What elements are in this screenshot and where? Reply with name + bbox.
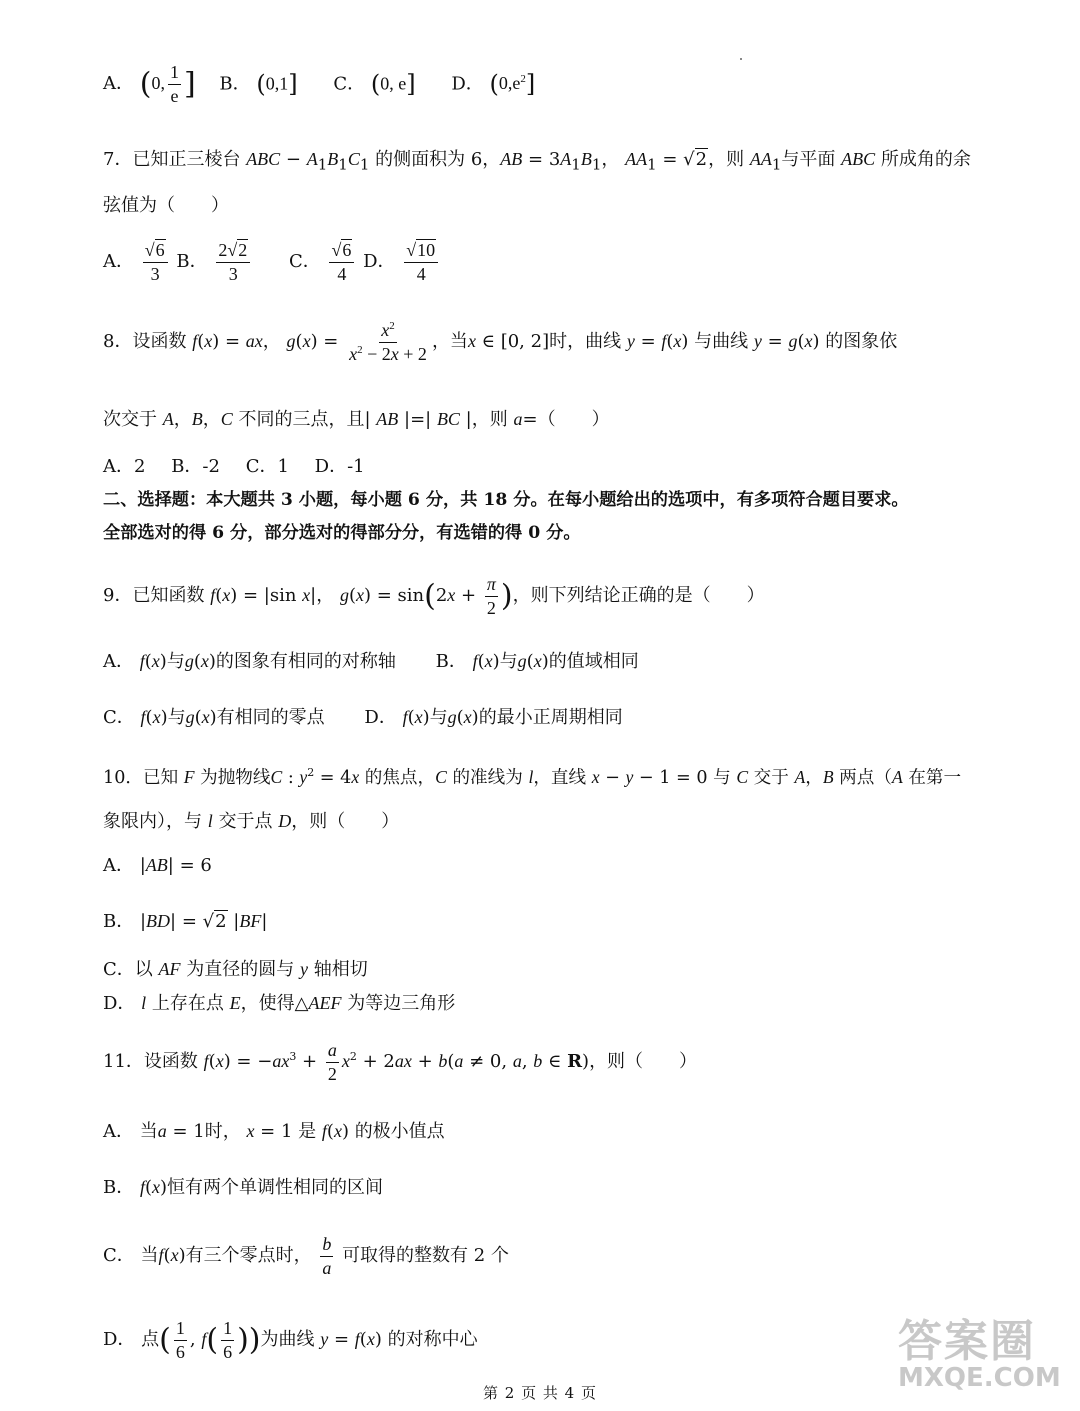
q8-option-d: D．-1 [314, 456, 365, 477]
q11-option-c: C． 当f(x)有三个零点时， $\frac{b}{a}$ 可取得的整数有 2 个 [103, 1234, 509, 1278]
watermark-en: MXQE.COM [898, 1363, 1061, 1393]
q6-option-b: B． (0,1] [219, 69, 298, 98]
q8-option-b: B．-2 [171, 456, 220, 477]
q7-options [103, 240, 441, 284]
q10-stem: 10．已知 F 为抛物线C : $y^2 = 4x$ 的焦点，C 的准线为 l，直线 x − y − 1 = 0 与 C 交于 A，B 两点（A 在第一 [103, 766, 962, 788]
watermark-logo [898, 1316, 1068, 1400]
q11-option-a: A． 当a = 1时， x = 1 是 f(x) 的极小值点 [103, 1121, 445, 1142]
q10-option-d: D． l 上存在点 E，使得△AEF 为等边三角形 [103, 993, 456, 1014]
speck [740, 58, 742, 60]
q10-option-a: A． |AB| = 6 [103, 855, 212, 876]
q11-option-d: D． 点( $\frac{1}{6}$ , f( $\frac{1}{6}$ ))为曲线 y = f(x) 的对称中心 [103, 1318, 478, 1362]
q9-option-c: C． f(x)与g(x)有相同的零点 [103, 707, 325, 728]
q8-option-c: C．1 [245, 456, 289, 477]
q7-stem: 7．已知正三棱台 ABC − $A_1B_1C_1$ 的侧面积为 6，AB = $3A_1B_1$， $AA_1 = √2$，则 $AA_1$与平面 ABC 所成角的余 [103, 149, 971, 174]
q10-stem-line2: 象限内），与 l 交于点 D，则（ ） [103, 811, 400, 832]
q8-options [103, 455, 365, 478]
q6-option-c: C． (0, e] [333, 69, 416, 98]
section2-header-line1: 二、选择题：本大题共 3 小题，每小题 6 分，共 18 分。在每小题给出的选项中，有多项符合题目要求。 [103, 490, 909, 510]
q8-stem: 8．设函数 f(x) = ax， g(x) = $\frac{x^2}{x^2 - 2x + 2}$ ，当x ∈ [0, 2]时，曲线 y = f(x) 与曲线 y = g(x) 的图象依 [103, 320, 898, 364]
page-footer: 第 2 页 共 4 页 [483, 1384, 597, 1402]
q8-option-a: A．2 [103, 456, 146, 477]
q11-stem: 11．设函数 $f(x) = -ax^3$ + $\frac{a}{2}$ $x^2 + 2ax + b(a \ne 0$, a, b ∈ R)，则（ ） [103, 1040, 698, 1084]
q9-option-d: D． f(x)与g(x)的最小正周期相同 [364, 707, 623, 728]
q7-option-b: B． $\frac{2√2}{3}$ [176, 240, 253, 284]
q7-option-d: D． $\frac{√10}{4}$ [363, 240, 441, 284]
q8-stem-line2: 次交于 A，B，C 不同的三点，且| AB |=| BC |，则 a=（ ） [103, 409, 610, 430]
q6-option-d: D． $(0,e^2]$ [451, 69, 536, 98]
q6-option-a: A． (0, $\frac{1}{e}$ ] [103, 62, 196, 106]
section2-header-line2: 全部选对的得 6 分，部分选对的得部分分，有选错的得 0 分。 [103, 523, 581, 543]
q9-option-b: B． f(x)与g(x)的值域相同 [435, 651, 639, 672]
q9-options-cd [103, 706, 623, 729]
q7-stem-line2: 弦值为（ ） [103, 195, 229, 216]
q9-stem: 9．已知函数 f(x) = |sin x|， g(x) = sin(2x + $\frac{\pi}{2}$ )，则下列结论正确的是（ ） [103, 574, 765, 618]
q11-option-b: B． f(x)恒有两个单调性相同的区间 [103, 1177, 384, 1198]
q10-option-b: B． |BD| = √2 |BF| [103, 911, 268, 932]
q10-option-c: C．以 AF 为直径的圆与 y 轴相切 [103, 959, 368, 980]
q9-option-a: A． f(x)与g(x)的图象有相同的对称轴 [103, 651, 396, 672]
q9-options-ab [103, 650, 639, 673]
q6-options [103, 62, 535, 106]
watermark-cn: 答案圈 [898, 1316, 1036, 1367]
q7-option-a: A． $\frac{√6}{3}$ [103, 240, 171, 284]
q7-option-c: C． $\frac{√6}{4}$ [289, 240, 357, 284]
